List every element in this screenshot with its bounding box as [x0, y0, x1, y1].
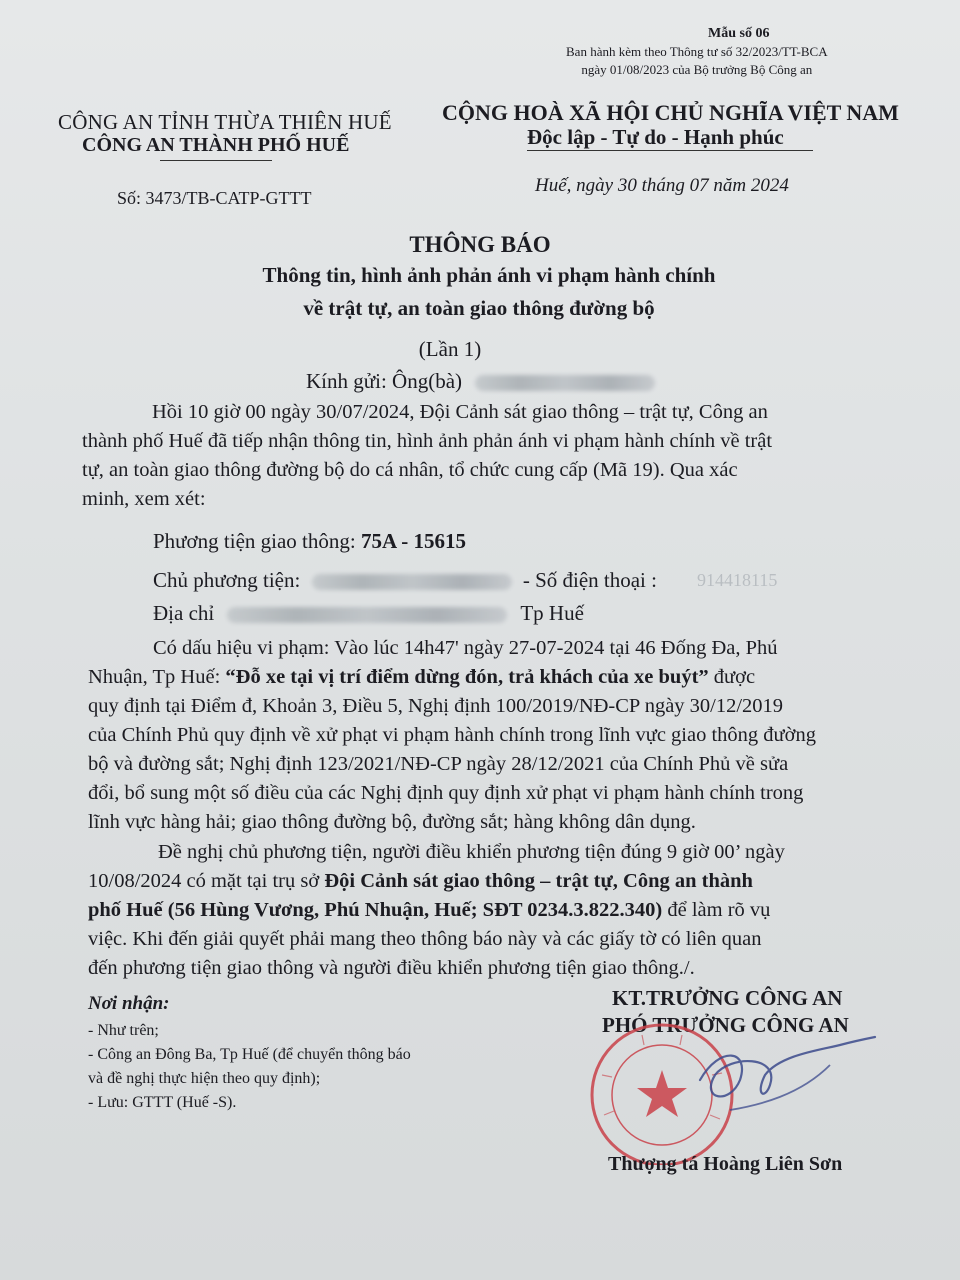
notice-count: (Lần 1)	[418, 337, 482, 361]
request-line-4: việc. Khi đến giải quyết phải mang theo thông báo này và các giấy tờ có liên quan	[88, 928, 762, 950]
recipients-item-3: và đề nghị thực hiện theo quy định);	[88, 1070, 321, 1087]
violation-line-1: Có dấu hiệu vi phạm: Vào lúc 14h47' ngày 27-07-2024 tại 46 Đống Đa, Phú	[153, 637, 778, 659]
intro-line-3: tự, an toàn giao thông đường bộ do cá nhân, tổ chức cung cấp (Mã 19). Qua xác	[82, 459, 738, 481]
redacted-name	[475, 375, 655, 391]
agency-parent: CÔNG AN TỈNH THỪA THIÊN HUẾ	[58, 110, 392, 134]
request-line-2	[88, 867, 918, 896]
request-line-3	[88, 896, 918, 925]
violation-line-6: đổi, bổ sung một số điều của các Nghị định quy định xử phạt vi phạm hành chính trong	[88, 782, 804, 804]
recipients-item-1: - Như trên;	[88, 1022, 159, 1039]
national-title: CỘNG HOÀ XÃ HỘI CHỦ NGHĨA VIỆT NAM	[442, 100, 899, 125]
owner-label: Chủ phương tiện:	[153, 568, 301, 592]
violation-line-5: bộ và đường sắt; Nghị định 123/2021/NĐ-CP ngày 28/12/2021 của Chính Phủ về sửa	[88, 753, 789, 775]
violation-description: “Đỗ xe tại vị trí điểm dừng đón, trả khách của xe buýt”	[225, 666, 709, 688]
violation-suffix: được	[708, 666, 756, 688]
document-subtitle-1: Thông tin, hình ảnh phản ánh vi phạm hành chính	[262, 263, 716, 287]
place-date: Huế, ngày 30 tháng 07 năm 2024	[535, 175, 789, 196]
national-motto: Độc lập - Tự do - Hạnh phúc	[527, 125, 784, 149]
address-line	[153, 601, 584, 626]
redacted-address	[227, 607, 507, 623]
signature-title-2: PHÓ TRƯỞNG CÔNG AN	[602, 1013, 849, 1037]
phone-number-faint: 914418115	[697, 570, 778, 590]
signature-title-1: KT.TRƯỞNG CÔNG AN	[612, 986, 843, 1010]
vehicle-line	[153, 529, 466, 554]
motto-underline	[527, 150, 813, 151]
intro-line-1: Hồi 10 giờ 00 ngày 30/07/2024, Đội Cảnh sát giao thông – trật tự, Công an	[152, 401, 768, 423]
recipients-item-4: - Lưu: GTTT (Huế -S).	[88, 1094, 237, 1111]
violation-line-3: quy định tại Điểm đ, Khoản 3, Điều 5, Nghị định 100/2019/NĐ-CP ngày 30/12/2019	[88, 695, 784, 717]
request-paragraph	[88, 838, 918, 983]
violation-location: Nhuận, Tp Huế:	[88, 666, 226, 688]
issuance-line-1: Ban hành kèm theo Thông tư số 32/2023/TT-BCA	[566, 44, 828, 59]
document-title: THÔNG BÁO	[409, 232, 551, 257]
document-subtitle-2: về trật tự, an toàn giao thông đường bộ	[303, 296, 655, 320]
owner-line	[153, 568, 657, 593]
signer-name: Thượng tá Hoàng Liên Sơn	[608, 1153, 843, 1175]
request-date: 10/08/2024 có mặt tại trụ sở	[88, 870, 325, 892]
intro-line-4: minh, xem xét:	[82, 488, 206, 510]
request-purpose: để làm rõ vụ	[662, 899, 771, 921]
violation-paragraph	[88, 634, 908, 837]
plate-number: 75A - 15615	[360, 529, 466, 553]
redacted-owner	[312, 574, 512, 590]
document-number: Số: 3473/TB-CATP-GTTT	[117, 188, 312, 208]
phone-label: - Số điện thoại :	[522, 568, 657, 592]
violation-line-7: lĩnh vực hàng hải; giao thông đường bộ, đường sắt; hàng không dân dụng.	[88, 811, 696, 833]
recipient-label: Kính gửi: Ông(bà)	[306, 369, 463, 393]
request-line-5: đến phương tiện giao thông và người điều khiển phương tiện giao thông./.	[88, 957, 695, 979]
address-city: Tp Huế	[520, 601, 584, 625]
recipients-item-2: - Công an Đông Ba, Tp Huế (để chuyển thông báo	[88, 1046, 411, 1063]
request-office-address: phố Huế (56 Hùng Vương, Phú Nhuận, Huế; SĐT 0234.3.822.340)	[88, 899, 663, 921]
issuance-line-2: ngày 01/08/2023 của Bộ trưởng Bộ Công an	[581, 62, 813, 77]
form-issuance-note	[566, 43, 828, 79]
recipient-line	[306, 369, 655, 394]
intro-line-2: thành phố Huế đã tiếp nhận thông tin, hình ảnh phản ánh vi phạm hành chính về trật	[82, 430, 773, 452]
violation-line-2	[88, 663, 908, 692]
form-number: Mẫu số 06	[708, 26, 770, 41]
agency-name: CÔNG AN THÀNH PHỐ HUẾ	[82, 134, 350, 156]
signature-icon	[660, 1025, 890, 1135]
agency-underline	[160, 160, 272, 161]
address-label: Địa chỉ	[153, 601, 215, 625]
vehicle-label: Phương tiện giao thông:	[153, 529, 361, 553]
violation-line-4: của Chính Phủ quy định về xử phạt vi phạm hành chính trong lĩnh vực giao thông đường	[88, 724, 816, 746]
recipients-title: Nơi nhận:	[88, 993, 170, 1014]
request-office: Đội Cảnh sát giao thông – trật tự, Công an thành	[324, 870, 753, 892]
intro-paragraph	[82, 398, 892, 514]
request-line-1: Đề nghị chủ phương tiện, người điều khiển phương tiện đúng 9 giờ 00’ ngày	[158, 841, 785, 863]
